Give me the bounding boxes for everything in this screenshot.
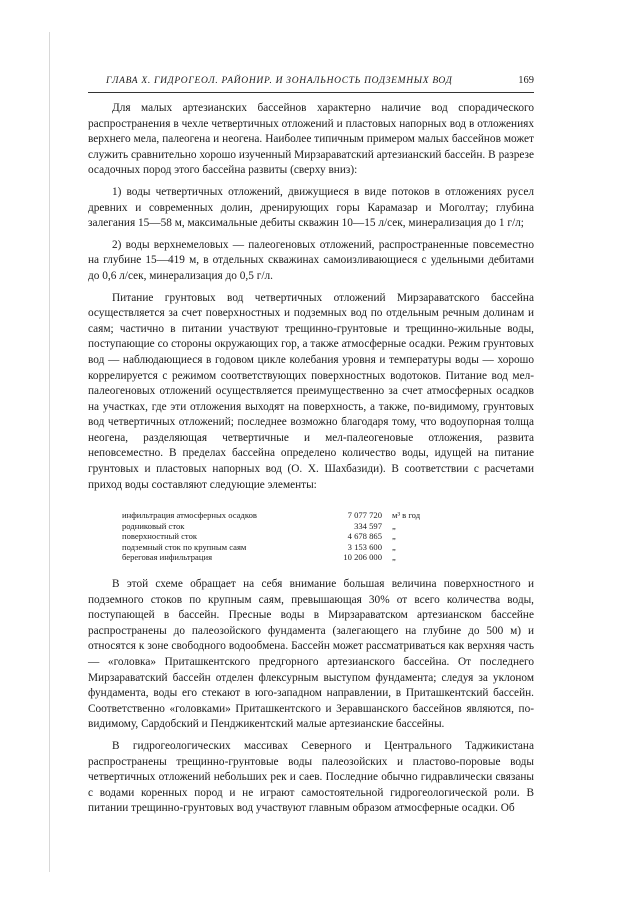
running-header — [88, 76, 534, 90]
balance-value: 3 153 600 — [347, 541, 382, 552]
text-block-top — [88, 101, 534, 493]
paragraph-recharge: Питание грунтовых вод четвертичных отложений Мирзараватского бассейна осуществляется за счет поверхностных и подземных вод по отдельным речным долинам и саям; частично в питании участвуют трещинно-грунтовые и трещинно-жильные воды, поступающие со стороны окружающих гор, а также атмосферные осадки. Режим грунтовых вод — наблюдающиеся в годовом цикле колебания уровня и температуры воды — хорошо коррелируется с режимом соответствующих поверхностных водотоков. Питание вод мел-палеогеновых отложений осуществляется преимущественно за счет атмосферных осадков на участках, где эти отложения выходят на поверхность, а также, по-видимому, грунтовых вод четвертичных отложений; последнее возможно благодаря тому, что водоупорная толща неогена, разделяющая четвертичные и мел-палеогеновые отложения, развита неповсеместно. В пределах бассейна определено количество воды, идущей на питание грунтовых и пластовых напорных вод (О. Х. Шахбазиди). В соответствии с расчетами приход воды составляют следующие элементы: — [88, 291, 534, 491]
balance-item: подземный сток по крупным саям — [122, 541, 247, 552]
balance-value: 7 077 720 — [347, 510, 382, 520]
paragraph-intro: Для малых артезианских бассейнов характерно наличие вод спорадического распространения в чехле четвертичных отложений и пластовых напорных вод в отложениях верхнего мела, палеогена и неогена. Наиболее типичным примером малых бассейнов может служить сравнительно хорошо изученный Мирзараватский артезианский бассейн. В разрезе осадочных пород этого бассейна развиты (сверху вниз): — [88, 102, 534, 177]
balance-value: 10 206 000 — [343, 552, 382, 563]
balance-unit: м³ в год — [392, 510, 421, 520]
text-block-bottom — [88, 577, 534, 817]
balance-item: инфильтрация атмосферных осадков — [122, 510, 257, 520]
balance-value: 4 678 865 — [347, 531, 382, 542]
paragraph-massifs: В гидрогеологических массивах Северного и Центрального Таджикистана распространены трещинно-грунтовые воды палеозойских и пластово-поровые воды четвертичных отложений небольших рек и саев. Последние обычно гидравлически связаны с водами коренных пород и не играют самостоятельной гидрогеологической роли. В питании трещинно-грунтовых вод участвуют главным образом атмосферные осадки. Об — [88, 739, 534, 815]
running-title: ГЛАВА X. ГИДРОГЕОЛ. РАЙОНИР. И ЗОНАЛЬНОСТЬ ПОДЗЕМНЫХ ВОД — [106, 76, 453, 86]
balance-row — [122, 531, 502, 542]
paragraph-scheme: В этой схеме обращает на себя внимание большая величина поверхностного и подземного стоков по крупным саям, превышающая 30% от всего количества воды, поступающей в бассейн. Пресные воды в Мирзараватском артезианском бассейне распространены до палеозойского фундамента (залегающего на глубине до 500 м) и относятся к зоне свободного водообмена. Бассейн может рассматриваться как верхняя часть — «головка» Приташкентского предгорного артезианского бассейна. От последнего Мирзараватский бассейн отделен флексурным выступом фундамента; следуя за уклоном фундамента, воды его стекают в юго-западном направлении, в Приташкентский бассейн. Соответственно «головками» Приташкентского и Зеравшанского бассейнов являются, по-видимому, Сардобский и Пенджикентский малые артезианские бассейны. — [88, 578, 534, 731]
paragraph-list-item-1: 1) воды четвертичных отложений, движущиеся в виде потоков в отложениях русел древних и современных долин, дренирующих горы Карамазар и Моголтау; глубина залегания 15—58 м, максимальные дебиты скважин 10—15 л/сек, минерализация до 1 г/л; — [88, 185, 534, 230]
balance-row — [122, 552, 502, 563]
balance-row — [122, 510, 502, 521]
paragraph-list-item-2: 2) воды верхнемеловых — палеогеновых отложений, распространенные повсеместно на глубине 15—419 м, в отдельных скважинах самоизливающиеся с удельными дебитами до 0,6 л/сек, минерализация до 0,5 г/л. — [88, 238, 534, 282]
balance-item: береговая инфильтрация — [122, 552, 213, 563]
balance-ditto: „ — [392, 552, 396, 563]
balance-ditto: „ — [392, 541, 396, 552]
scan-edge-line — [49, 32, 50, 872]
balance-value: 334 597 — [354, 520, 382, 531]
balance-item: поверхностный сток — [122, 531, 198, 542]
water-balance-table — [122, 510, 502, 563]
balance-row — [122, 542, 502, 553]
balance-item: родниковый сток — [122, 520, 185, 531]
header-rule — [88, 92, 534, 93]
balance-row — [122, 521, 502, 532]
page-number: 169 — [518, 75, 534, 86]
balance-ditto: „ — [392, 520, 396, 531]
balance-ditto: „ — [392, 531, 396, 542]
